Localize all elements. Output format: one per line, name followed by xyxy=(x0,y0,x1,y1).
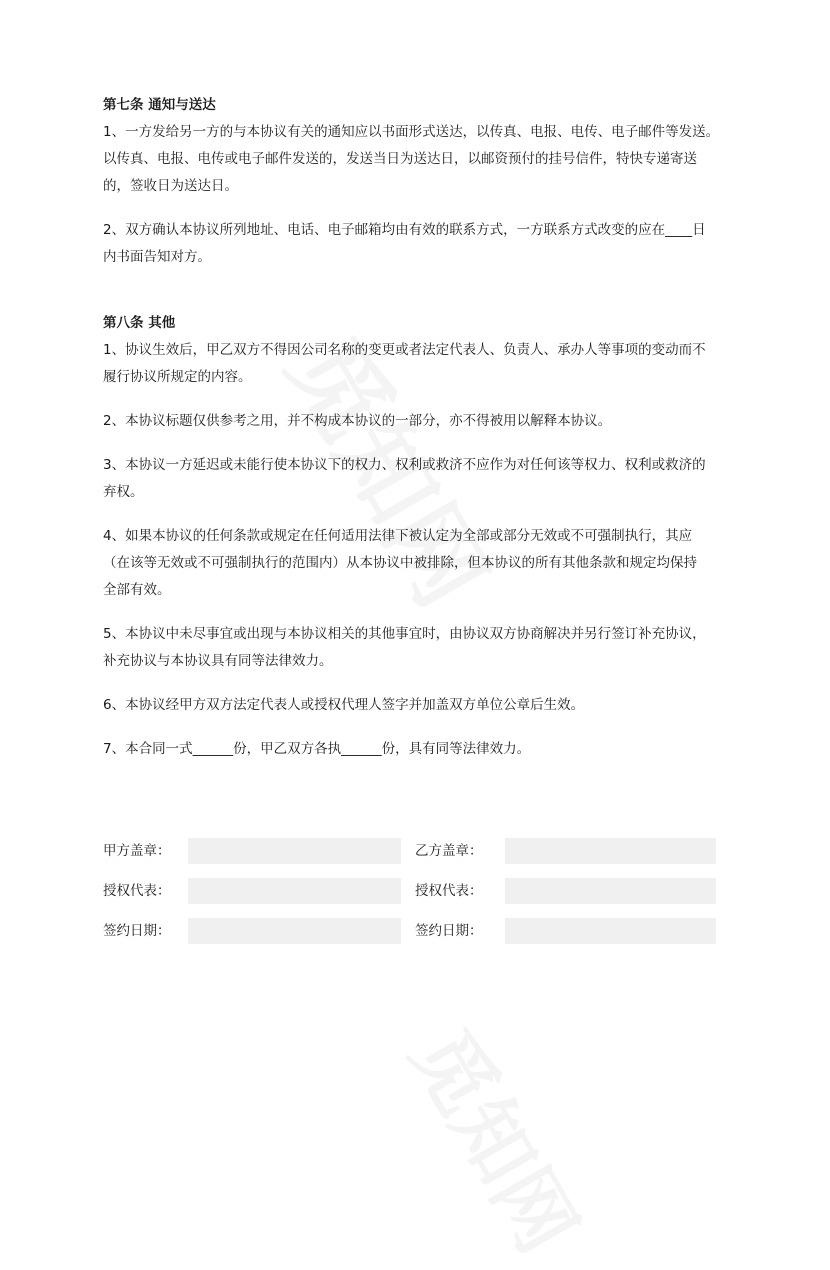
signature-row-representative xyxy=(103,878,723,918)
party-b-representative-label: 授权代表： xyxy=(415,883,483,899)
paragraph-line: 以传真、电报、电传或电子邮件发送的，发送当日为送达日，以邮资预付的挂号信件，特快专递寄送 xyxy=(103,151,697,167)
section-8-paragraph-6 xyxy=(103,692,723,719)
paragraph-line: 3、本协议一方延迟或未能行使本协议下的权力、权利或救济不应作为对任何该等权力、权利或救济的 xyxy=(103,457,706,473)
paragraph-line: （在该等无效或不可强制执行的范围内）从本协议中被排除，但本协议的所有其他条款和规定均保持 xyxy=(103,555,697,571)
signature-table xyxy=(103,838,723,958)
section-7-title: 第七条 通知与送达 xyxy=(103,97,216,113)
signature-row-date xyxy=(103,918,723,958)
paragraph-line: 2、本协议标题仅供参考之用，并不构成本协议的一部分，亦不得被用以解释本协议。 xyxy=(103,413,612,429)
section-7-paragraph-1 xyxy=(103,119,723,200)
party-a-representative-field[interactable] xyxy=(188,878,401,904)
paragraph-line: 1、一方发给另一方的与本协议有关的通知应以书面形式送达，以传真、电报、电传、电子邮件等发送。 xyxy=(103,124,720,140)
paragraph-line: 5、本协议中未尽事宜或出现与本协议相关的其他事宜时，由协议双方协商解决并另行签订补充协议， xyxy=(103,626,706,642)
party-b-date-field[interactable] xyxy=(505,918,716,944)
watermark xyxy=(390,1005,610,1270)
signature-row-seal xyxy=(103,838,723,878)
party-a-seal-field[interactable] xyxy=(188,838,401,864)
party-a-date-field[interactable] xyxy=(188,918,401,944)
paragraph-line: 6、本协议经甲方双方法定代表人或授权代理人签字并加盖双方单位公章后生效。 xyxy=(103,697,585,713)
section-7-paragraph-2 xyxy=(103,217,723,271)
section-8-paragraph-4 xyxy=(103,523,723,604)
paragraph-line: 1、协议生效后，甲乙双方不得因公司名称的变更或者法定代表人、负责人、承办人等事项的变动而不 xyxy=(103,342,706,358)
party-b-seal-field[interactable] xyxy=(505,838,716,864)
party-b-seal-label: 乙方盖章： xyxy=(415,843,483,859)
paragraph-line: 7、本合同一式______份，甲乙双方各执______份，具有同等法律效力。 xyxy=(103,741,531,757)
section-8-paragraph-1 xyxy=(103,337,723,391)
party-b-date-label: 签约日期： xyxy=(415,923,483,939)
section-8-title: 第八条 其他 xyxy=(103,315,176,331)
party-a-seal-label: 甲方盖章： xyxy=(103,843,171,859)
party-a-representative-label: 授权代表： xyxy=(103,883,171,899)
section-8-paragraph-2 xyxy=(103,408,723,435)
section-8-paragraph-7 xyxy=(103,736,723,763)
paragraph-line: 2、双方确认本协议所列地址、电话、电子邮箱均由有效的联系方式，一方联系方式改变的应在____日 xyxy=(103,222,706,238)
party-b-representative-field[interactable] xyxy=(505,878,716,904)
section-8-paragraph-3 xyxy=(103,452,723,506)
paragraph-line: 弃权。 xyxy=(103,484,144,500)
section-8-paragraph-5 xyxy=(103,621,723,675)
paragraph-line: 全部有效。 xyxy=(103,582,171,598)
paragraph-line: 履行协议所规定的内容。 xyxy=(103,369,252,385)
paragraph-line: 的，签收日为送达日。 xyxy=(103,178,238,194)
party-a-date-label: 签约日期： xyxy=(103,923,171,939)
section-spacer xyxy=(103,288,723,310)
paragraph-line: 补充协议与本协议具有同等法律效力。 xyxy=(103,653,333,669)
paragraph-line: 4、如果本协议的任何条款或规定在任何适用法律下被认定为全部或部分无效或不可强制执行，其应 xyxy=(103,528,693,544)
paragraph-line: 内书面告知对方。 xyxy=(103,249,211,265)
document-body xyxy=(103,92,723,780)
